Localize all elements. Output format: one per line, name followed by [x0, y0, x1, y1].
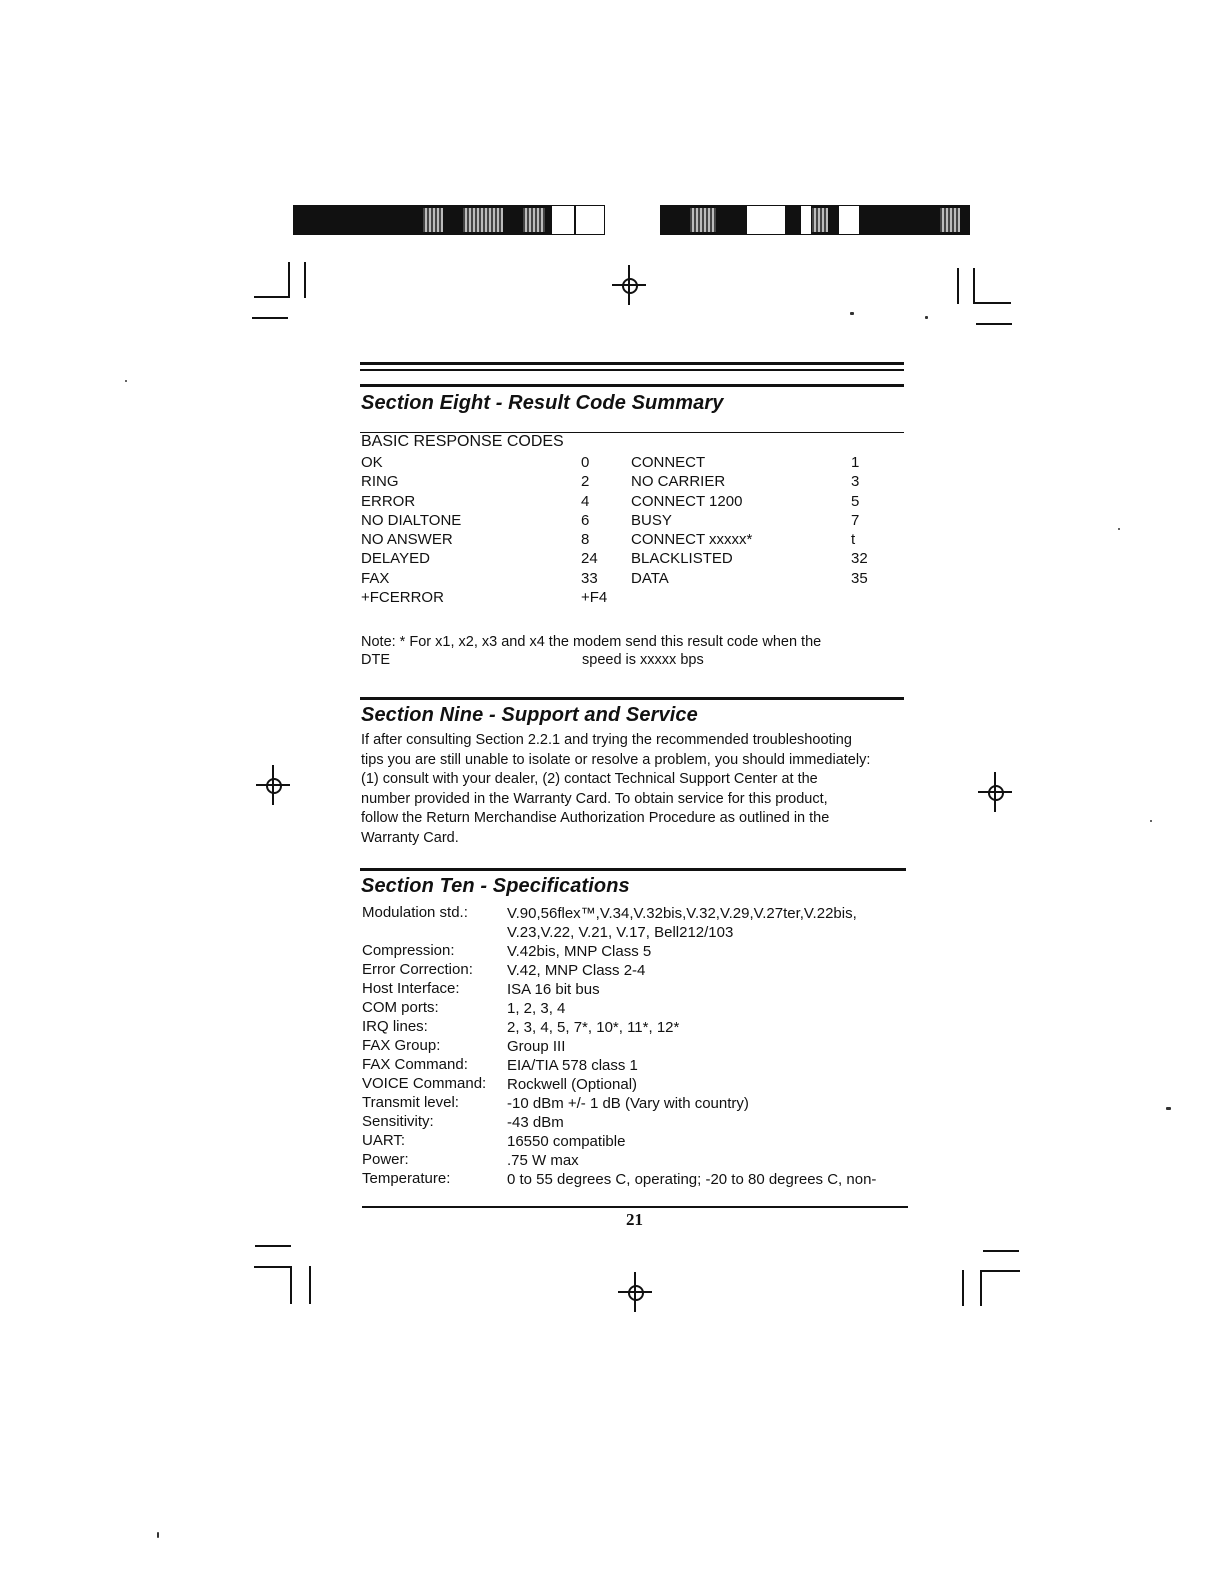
result-code-table — [361, 454, 901, 608]
registration-target-icon — [978, 772, 1012, 812]
page-number: 21 — [626, 1210, 643, 1229]
spec-row — [362, 942, 922, 961]
section-eight-title: Section Eight - Result Code Summary — [361, 392, 724, 414]
spec-row — [362, 999, 922, 1018]
scan-speck — [1166, 1107, 1171, 1110]
spec-value: 16550 compatible — [507, 1133, 626, 1150]
spec-label: Modulation std.: — [362, 904, 468, 921]
spec-label: VOICE Command: — [362, 1075, 487, 1092]
code-name: CONNECT xxxxx* — [631, 531, 753, 549]
header-rule — [360, 369, 904, 371]
spec-label: Host Interface: — [362, 980, 460, 997]
spec-value: -10 dBm +/- 1 dB (Vary with country) — [507, 1095, 749, 1112]
code-value: 33 — [581, 569, 598, 587]
footer-rule — [362, 1206, 908, 1208]
code-row — [361, 473, 901, 492]
code-name: +FCERROR — [361, 589, 444, 607]
spec-row — [362, 1075, 922, 1094]
response-codes-heading: BASIC RESPONSE CODES — [361, 433, 564, 450]
registration-bar-left — [293, 205, 605, 235]
code-row — [361, 550, 901, 569]
header-rule — [360, 384, 904, 387]
code-value: 4 — [581, 492, 590, 510]
spec-value: V.42bis, MNP Class 5 — [507, 943, 652, 960]
section-nine-title: Section Nine - Support and Service — [361, 704, 698, 726]
spec-value: 1, 2, 3, 4 — [507, 1000, 566, 1017]
spec-value: Group III — [507, 1038, 566, 1055]
spec-label: FAX Command: — [362, 1056, 468, 1073]
paragraph-line: (1) consult with your dealer, (2) contact Technical Support Center at the — [361, 771, 818, 787]
spec-row — [362, 961, 922, 980]
spec-label: Temperature: — [362, 1170, 451, 1187]
spec-label: FAX Group: — [362, 1037, 441, 1054]
paragraph-line: Warranty Card. — [361, 829, 459, 846]
code-value: 5 — [851, 492, 860, 510]
code-name: NO CARRIER — [631, 473, 726, 491]
code-value: 24 — [581, 550, 598, 568]
code-name: BUSY — [631, 511, 672, 529]
spec-value: ISA 16 bit bus — [507, 981, 600, 998]
specifications-list — [362, 904, 922, 1189]
spec-row — [362, 1018, 922, 1037]
spec-value: V.23,V.22, V.21, V.17, Bell212/103 — [507, 924, 734, 941]
code-value: 35 — [851, 569, 868, 587]
scan-speck — [925, 316, 928, 319]
code-row — [361, 454, 901, 473]
spec-label: Power: — [362, 1151, 409, 1168]
spec-label: Transmit level: — [362, 1094, 459, 1111]
code-name: DATA — [631, 569, 669, 587]
note-line-1: Note: * For x1, x2, x3 and x4 the modem send this result code when the — [361, 634, 822, 650]
note-line-2: speed is xxxxx bps — [582, 652, 704, 668]
spec-row — [362, 1094, 922, 1113]
spec-row — [362, 1132, 922, 1151]
code-name: FAX — [361, 569, 390, 587]
spec-value: 0 to 55 degrees C, operating; -20 to 80 degrees C, non- — [507, 1171, 877, 1188]
code-row — [361, 589, 901, 608]
code-value: +F4 — [581, 589, 608, 607]
spec-label: COM ports: — [362, 999, 439, 1016]
code-value: t — [851, 531, 856, 549]
section-nine-paragraph — [361, 731, 870, 848]
scan-speck — [157, 1532, 159, 1538]
spec-label: Sensitivity: — [362, 1113, 434, 1130]
code-name: BLACKLISTED — [631, 550, 733, 568]
code-value: 2 — [581, 473, 590, 491]
spec-row — [362, 1037, 922, 1056]
code-value: 6 — [581, 511, 590, 529]
spec-row — [362, 1113, 922, 1132]
spec-value: -43 dBm — [507, 1114, 564, 1131]
registration-target-icon — [618, 1272, 652, 1312]
scan-speck — [1150, 820, 1152, 822]
paragraph-line: number provided in the Warranty Card. To obtain service for this product, — [361, 790, 828, 807]
code-row — [361, 493, 901, 512]
code-name: RING — [361, 473, 399, 491]
code-value: 8 — [581, 531, 590, 549]
note-dte: DTE — [361, 652, 390, 668]
spec-value: Rockwell (Optional) — [507, 1076, 638, 1093]
spec-row — [362, 1170, 922, 1189]
scan-speck — [1118, 528, 1120, 530]
code-value: 0 — [581, 454, 590, 471]
header-rule — [360, 362, 904, 365]
code-value: 3 — [851, 473, 860, 491]
code-name: CONNECT 1200 — [631, 492, 743, 510]
spec-row — [362, 980, 922, 999]
registration-target-icon — [256, 765, 290, 805]
scan-speck — [125, 380, 127, 382]
code-name: OK — [361, 454, 383, 471]
code-value: 32 — [851, 550, 868, 568]
code-row — [361, 531, 901, 550]
spec-label: Compression: — [362, 942, 455, 959]
scan-speck — [850, 312, 854, 315]
paragraph-line: If after consulting Section 2.2.1 and trying the recommended troubleshooting — [361, 732, 852, 748]
section-ten-rule — [360, 868, 906, 871]
code-name: CONNECT — [631, 454, 706, 471]
section-ten-title: Section Ten - Specifications — [361, 875, 630, 897]
code-value: 1 — [851, 454, 860, 471]
spec-value: V.90,56flex™,V.34,V.32bis,V.32,V.29,V.27ter,V.22bis, — [507, 905, 857, 922]
code-row — [361, 512, 901, 531]
code-name: NO ANSWER — [361, 531, 453, 549]
spec-row — [362, 1056, 922, 1075]
spec-label: Error Correction: — [362, 961, 473, 978]
paragraph-line: tips you are still unable to isolate or resolve a problem, you should immediately: — [361, 751, 871, 768]
registration-target-icon — [612, 265, 646, 305]
paragraph-line: follow the Return Merchandise Authorization Procedure as outlined in the — [361, 810, 830, 826]
spec-label: IRQ lines: — [362, 1018, 428, 1035]
spec-label: UART: — [362, 1132, 406, 1149]
spec-value: EIA/TIA 578 class 1 — [507, 1057, 638, 1074]
spec-row — [362, 1151, 922, 1170]
spec-value: V.42, MNP Class 2-4 — [507, 962, 646, 979]
registration-bar-right — [660, 205, 970, 235]
code-name: NO DIALTONE — [361, 511, 462, 529]
section-nine-rule — [360, 697, 904, 700]
code-value: 7 — [851, 511, 860, 529]
spec-value: .75 W max — [507, 1152, 579, 1169]
spec-row — [362, 904, 922, 942]
code-name: DELAYED — [361, 550, 430, 568]
code-row — [361, 570, 901, 589]
spec-value: 2, 3, 4, 5, 7*, 10*, 11*, 12* — [507, 1019, 680, 1036]
code-name: ERROR — [361, 492, 416, 510]
